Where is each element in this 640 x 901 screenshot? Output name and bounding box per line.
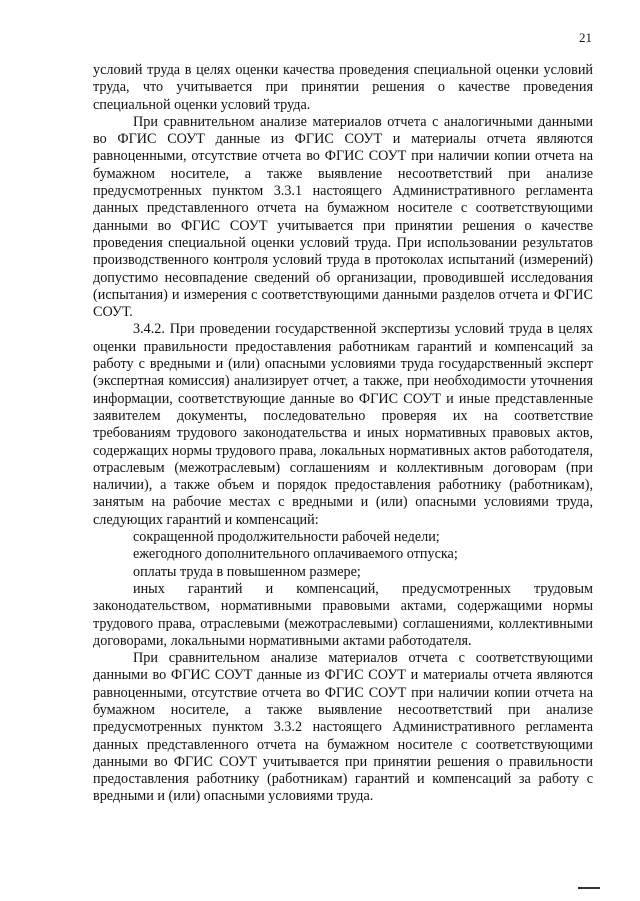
paragraph-comparative-analysis-quality: При сравнительном анализе материалов отчета с аналогичными данными во ФГИС СОУТ данные из ФГИС СОУТ и материалы отчета являются равноценными, отсутствие отчета во ФГИС СОУТ при наличии копии отчета на бумажном носителе, а также выявление несоответствий при анализе предусмотренных пунктом 3.3.1 настоящего Административного регламента данных представленного отчета на бумажном носителе с соответствующими данными во ФГИС СОУТ учитывается при принятии решения о качестве проведения специальной оценки условий труда. При использовании результатов производственного контроля условий труда в протоколах испытаний (измерений) допустимо несовпадение сведений об организации, проводившей исследования (испытания) и измерения с соответствующими данными разделов отчета и ФГИС СОУТ. — [93, 113, 593, 321]
list-item: сокращенной продолжительности рабочей недели; — [133, 529, 440, 546]
document-body — [93, 62, 593, 806]
list-item: ежегодного дополнительного оплачиваемого отпуска; — [133, 546, 458, 563]
paragraph-comparative-analysis-guarantees: При сравнительном анализе материалов отчета с соответствующими данными во ФГИС СОУТ данные из ФГИС СОУТ и материалы отчета являются равноценными, отсутствие отчета во ФГИС СОУТ при наличии копии отчета на бумажном носителе, а также выявление несоответствий при анализе предусмотренных пунктом 3.3.2 настоящего Административного регламента данных представленного отчета на бумажном носителе с соответствующими данными во ФГИС СОУТ учитывается при принятии решения о правильности предоставления работнику (работникам) гарантий и компенсаций за работу с вредными и (или) опасными условиями труда. — [93, 650, 593, 805]
list-item: иных гарантий и компенсаций, предусмотренных трудовым законодательством, нормативными правовыми актами, содержащими нормы трудового права, отраслевыми (межотраслевыми) соглашениями, коллективными договорами, локальными нормативными актами работодателя. — [93, 580, 593, 649]
page-number: 21 — [579, 30, 592, 45]
scan-mark — [578, 887, 600, 889]
paragraph-3-4-2: 3.4.2. При проведении государственной экспертизы условий труда в целях оценки правильности предоставления работникам гарантий и компенсаций за работу с вредными и (или) опасными условиями труда государственный эксперт (экспертная комиссия) анализирует отчет, а также, при необходимости уточнения информации, соответствующие данные во ФГИС СОУТ и иные представленные заявителем документы, последовательно проверяя их на соответствие требованиям трудового законодательства и иных нормативных правовых актов, содержащих нормы трудового права, локальных нормативных актов работодателя, отраслевым (межотраслевым) соглашениям и коллективным договорам (при наличии), а также объем и порядок предоставления работнику (работникам), занятым на рабочие местах с вредными и (или) опасными условиями труда, следующих гарантий и компенсаций: — [93, 321, 593, 528]
list-item: оплаты труда в повышенном размере; — [133, 563, 361, 580]
paragraph-continuation: условий труда в целях оценки качества проведения специальной оценки условий труда, что учитывается при принятии решения о качестве проведения специальной оценки условий труда. — [93, 62, 593, 113]
